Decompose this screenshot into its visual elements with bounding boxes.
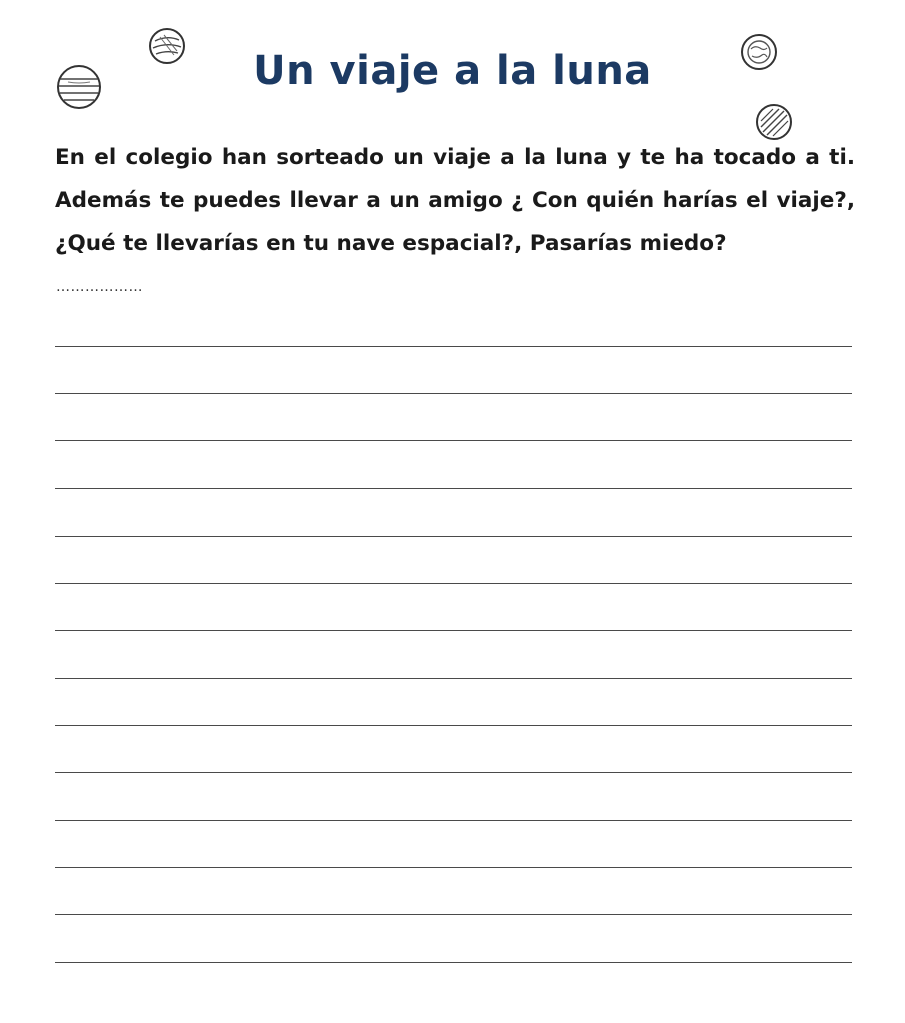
writing-prompt: En el colegio han sorteado un viaje a la luna y te ha tocado a ti. Además te puedes llevar a un amigo ¿ Con quién harías el viaje?, ¿Qué te llevarías en tu nave espacial?, Pasarías miedo?: [55, 145, 855, 256]
answer-line[interactable]: [55, 678, 852, 679]
answer-line[interactable]: [55, 914, 852, 915]
answer-line[interactable]: [55, 772, 852, 773]
answer-line[interactable]: [55, 440, 852, 441]
page-title: Un viaje a la luna: [253, 48, 652, 94]
answer-line[interactable]: [55, 630, 852, 631]
answer-line[interactable]: [55, 346, 852, 347]
answer-line[interactable]: [55, 725, 852, 726]
answer-line[interactable]: [55, 867, 852, 868]
answer-line[interactable]: [55, 393, 852, 394]
answer-line[interactable]: [55, 820, 852, 821]
answer-line[interactable]: [55, 583, 852, 584]
answer-lines: [55, 0, 852, 1023]
answer-line[interactable]: [55, 488, 852, 489]
answer-line[interactable]: [55, 962, 852, 963]
answer-line[interactable]: [55, 536, 852, 537]
dotted-start-line: ………………: [56, 279, 143, 295]
